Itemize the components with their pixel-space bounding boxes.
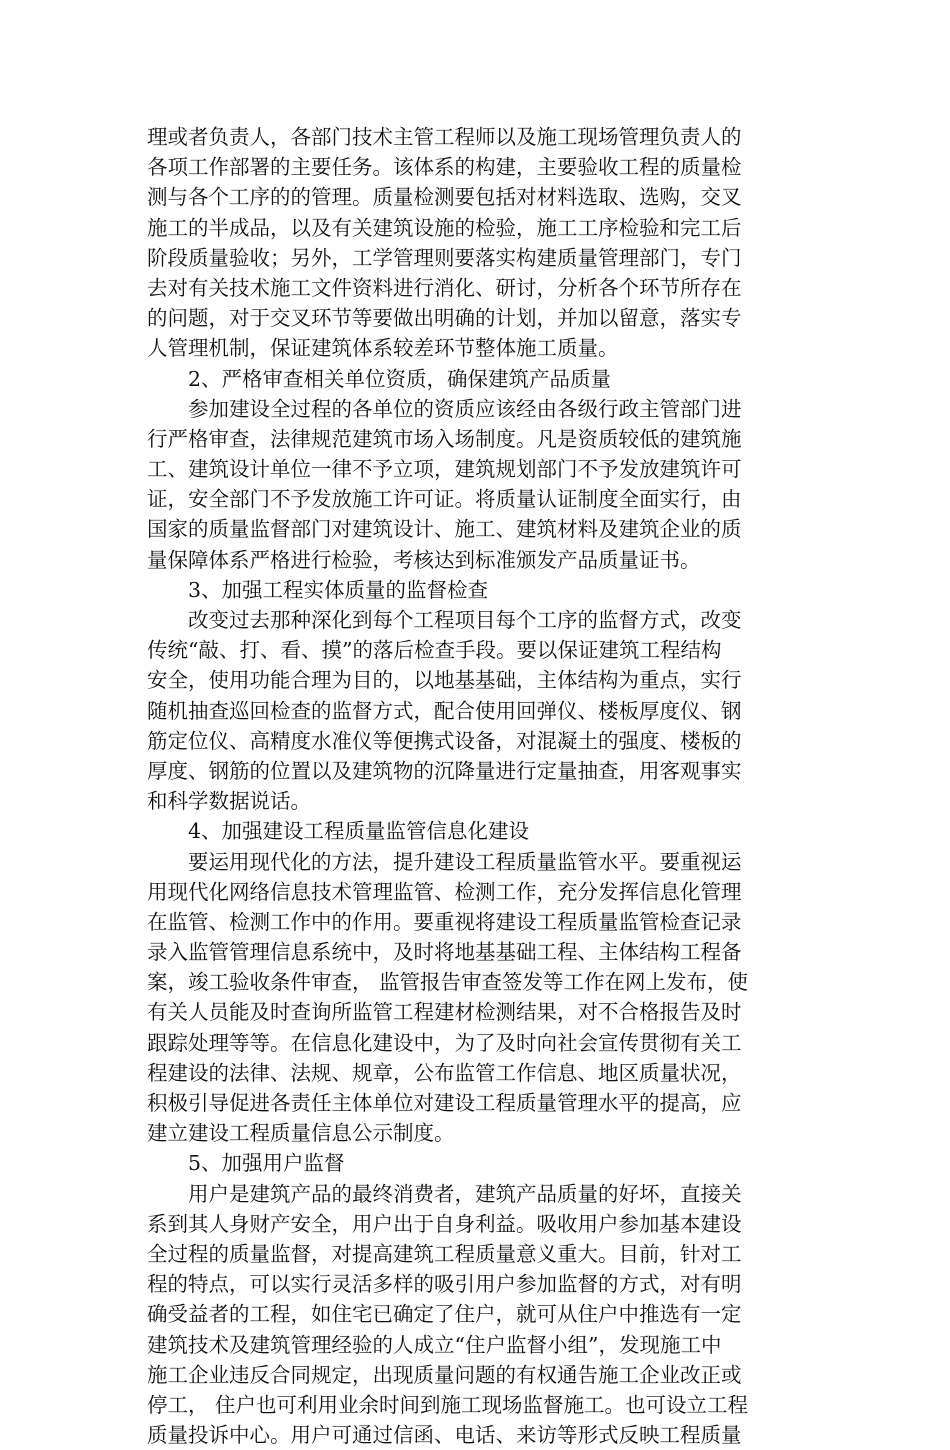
- body-line: 随机抽查巡回检查的监督方式，配合使用回弹仪、楼板厚度仪、钢: [147, 698, 742, 723]
- body-line: 施工企业违反合同规定，出现质量问题的有权通告施工企业改正或: [147, 1362, 742, 1387]
- body-line: 有关人员能及时查询所监管工程建材检测结果，对不合格报告及时: [147, 1000, 742, 1025]
- body-line: 阶段质量验收；另外，工学管理则要落实构建质量管理部门，专门: [147, 245, 742, 270]
- section-heading: 5、加强用户监督: [188, 1151, 345, 1176]
- body-line: 停工， 住户也可利用业余时间到施工现场监督施工。也可设立工程: [147, 1392, 749, 1417]
- body-line: 确受益者的工程，如住宅已确定了住户，就可从住户中推选有一定: [147, 1302, 742, 1327]
- body-line: 量保障体系严格进行检验，考核达到标准颁发产品质量证书。: [147, 547, 701, 572]
- body-line: 录入监管管理信息系统中，及时将地基基础工程、主体结构工程备: [147, 940, 742, 965]
- body-line: 案，竣工验收条件审查， 监管报告审查签发等工作在网上发布，使: [147, 970, 749, 995]
- paragraph-first-line: 参加建设全过程的各单位的资质应该经由各级行政主管部门进: [188, 396, 742, 421]
- body-line: 在监管、检测工作中的作用。要重视将建设工程质量监管检查记录: [147, 909, 742, 934]
- body-line: 建筑技术及建筑管理经验的人成立“住户监督小组”，发现施工中: [147, 1332, 722, 1357]
- body-line: 行严格审查，法律规范建筑市场入场制度。凡是资质较低的建筑施: [147, 426, 742, 451]
- body-line: 和科学数据说话。: [147, 789, 311, 814]
- section-heading: 2、严格审查相关单位资质，确保建筑产品质量: [188, 366, 612, 391]
- body-line: 程的特点，可以实行灵活多样的吸引用户参加监督的方式，对有明: [147, 1272, 742, 1297]
- section-heading: 3、加强工程实体质量的监督检查: [188, 577, 489, 602]
- body-line: 筋定位仪、高精度水准仪等便携式设备，对混凝土的强度、楼板的: [147, 728, 742, 753]
- body-line: 理或者负责人，各部门技术主管工程师以及施工现场管理负责人的: [147, 125, 742, 149]
- body-line: 安全，使用功能合理为目的，以地基基础，主体结构为重点，实行: [147, 668, 742, 693]
- body-line: 工、建筑设计单位一律不予立项，建筑规划部门不予发放建筑许可: [147, 457, 742, 482]
- document-page: [147, 122, 807, 1450]
- paragraph-first-line: 用户是建筑产品的最终消费者，建筑产品质量的好坏，直接关: [188, 1181, 742, 1206]
- body-line: 人管理机制，保证建筑体系较差环节整体施工质量。: [147, 336, 619, 361]
- section-heading: 4、加强建设工程质量监管信息化建设: [188, 819, 530, 844]
- body-line: 国家的质量监督部门对建筑设计、施工、建筑材料及建筑企业的质: [147, 517, 742, 542]
- body-line: 施工的半成品，以及有关建筑设施的检验，施工工序检验和完工后: [147, 215, 742, 240]
- body-line: 跟踪处理等等。在信息化建设中，为了及时向社会宣传贯彻有关工: [147, 1030, 742, 1055]
- body-line: 用现代化网络信息技术管理监管、检测工作，充分发挥信息化管理: [147, 879, 742, 904]
- body-line: 证，安全部门不予发放施工许可证。将质量认证制度全面实行，由: [147, 487, 742, 512]
- body-line: 的问题，对于交叉环节等要做出明确的计划，并加以留意，落实专: [147, 306, 742, 331]
- body-line: 去对有关技术施工文件资料进行消化、研讨，分析各个环节所存在: [147, 275, 742, 300]
- body-line: 积极引导促进各责任主体单位对建设工程质量管理水平的提高，应: [147, 1091, 742, 1115]
- body-line: 系到其人身财产安全，用户出于自身利益。吸收用户参加基本建设: [147, 1211, 742, 1236]
- body-line: 全过程的质量监督，对提高建筑工程质量意义重大。目前，针对工: [147, 1241, 742, 1266]
- body-line: 传统“敲、打、看、摸”的落后检查手段。要以保证建筑工程结构: [147, 638, 722, 663]
- body-line: 厚度、钢筋的位置以及建筑物的沉降量进行定量抽查，用客观事实: [147, 758, 742, 783]
- paragraph-first-line: 要运用现代化的方法，提升建设工程质量监管水平。要重视运: [188, 849, 742, 874]
- paragraph-first-line: 改变过去那种深化到每个工程项目每个工序的监督方式，改变: [188, 608, 742, 632]
- body-line: 质量投诉中心。用户可通过信函、电话、来访等形式反映工程质量: [147, 1423, 742, 1448]
- body-line: 程建设的法律、法规、规章，公布监管工作信息、地区质量状况，: [147, 1060, 742, 1085]
- body-line: 各项工作部署的主要任务。该体系的构建，主要验收工程的质量检: [147, 155, 742, 180]
- body-line: 建立建设工程质量信息公示制度。: [147, 1121, 455, 1146]
- body-line: 测与各个工序的的管理。质量检测要包括对材料选取、选购，交叉: [147, 185, 742, 210]
